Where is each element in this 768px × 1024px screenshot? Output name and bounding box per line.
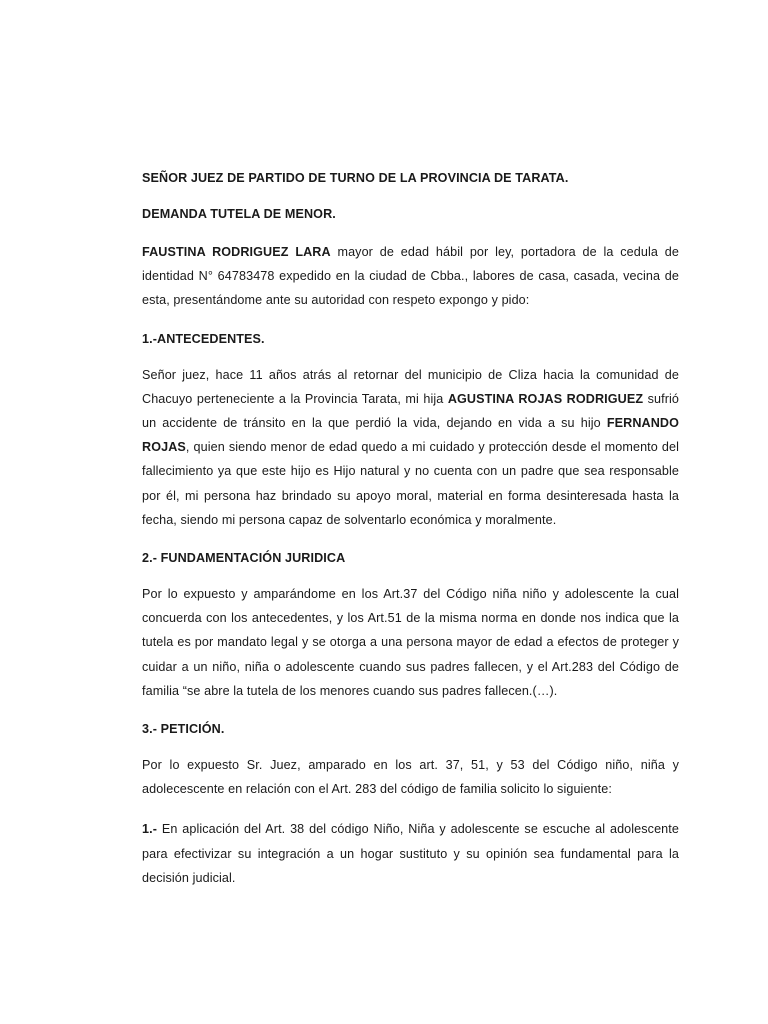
section-2-title: 2.- FUNDAMENTACIÓN JURIDICA bbox=[142, 551, 346, 566]
section-3-paragraph: Por lo expuesto Sr. Juez, amparado en los art. 37, 51, y 53 del Código niño, niña y adolecescente en relación con el Art. 283 del código de familia solicito lo siguiente: bbox=[142, 758, 679, 797]
section-1-text-a: Señor juez, hace 11 años atrás al retornar del municipio de Cliza hacia la comunidad de Chacuyo perteneciente a la Provincia Tarata, mi hija bbox=[142, 367, 679, 406]
demand-heading: DEMANDA TUTELA DE MENOR. bbox=[142, 207, 336, 221]
grandson-name: FERNANDO ROJAS bbox=[142, 416, 679, 455]
section-3-title: 3.- PETICIÓN. bbox=[142, 722, 225, 737]
section-1-paragraph bbox=[142, 363, 679, 532]
court-heading: SEÑOR JUEZ DE PARTIDO DE TURNO DE LA PROVINCIA DE TARATA. bbox=[142, 171, 569, 185]
intro-paragraph bbox=[142, 240, 679, 313]
petition-item-1-number: 1.- bbox=[142, 822, 157, 837]
section-1-title: 1.-ANTECEDENTES. bbox=[142, 331, 265, 346]
daughter-name: AGUSTINA ROJAS RODRIGUEZ bbox=[447, 391, 644, 406]
document-page bbox=[142, 168, 679, 890]
petition-item-1-text: En aplicación del Art. 38 del código Niño, Niña y adolescente se escuche al adolescente para efectivizar su integración a un hogar sustituto y su opinión sea fundamental para la decisión judicial. bbox=[142, 822, 679, 885]
petitioner-name: FAUSTINA RODRIGUEZ LARA bbox=[142, 245, 331, 259]
section-2-paragraph: Por lo expuesto y amparándome en los Art.37 del Código niña niño y adolescente la cual concuerda con los antecedentes, y los Art.51 de la misma norma en donde nos indica que la tutela es por mandato legal y se otorga a una persona mayor de edad a efectos de proteger y cuidar a un niño, niña o adolescente cuando sus padres fallecen, y el Art.283 del Código de familia “se abre la tutela de los menores cuando sus padres fallecen.(…). bbox=[142, 587, 679, 698]
section-1-text-c: , quien siendo menor de edad quedo a mi cuidado y protección desde el momento del fallecimiento ya que este hijo es Hijo natural y no cuenta con un padre que sea responsable por él, mi persona haz brindado su apoyo moral, material en forma desinteresada hasta la fecha, siendo mi persona capaz de solventarlo económica y moralmente. bbox=[142, 440, 679, 527]
intro-text: mayor de edad hábil por ley, portadora de la cedula de identidad N° 64783478 expedido en la ciudad de Cbba., labores de casa, casada, vecina de esta, presentándome ante su autoridad con respeto expongo y pido: bbox=[142, 245, 679, 308]
section-1-text-b: sufrió un accidente de tránsito en la que perdió la vida, dejando en vida a su hijo bbox=[142, 391, 679, 431]
petition-item-1 bbox=[142, 817, 679, 890]
